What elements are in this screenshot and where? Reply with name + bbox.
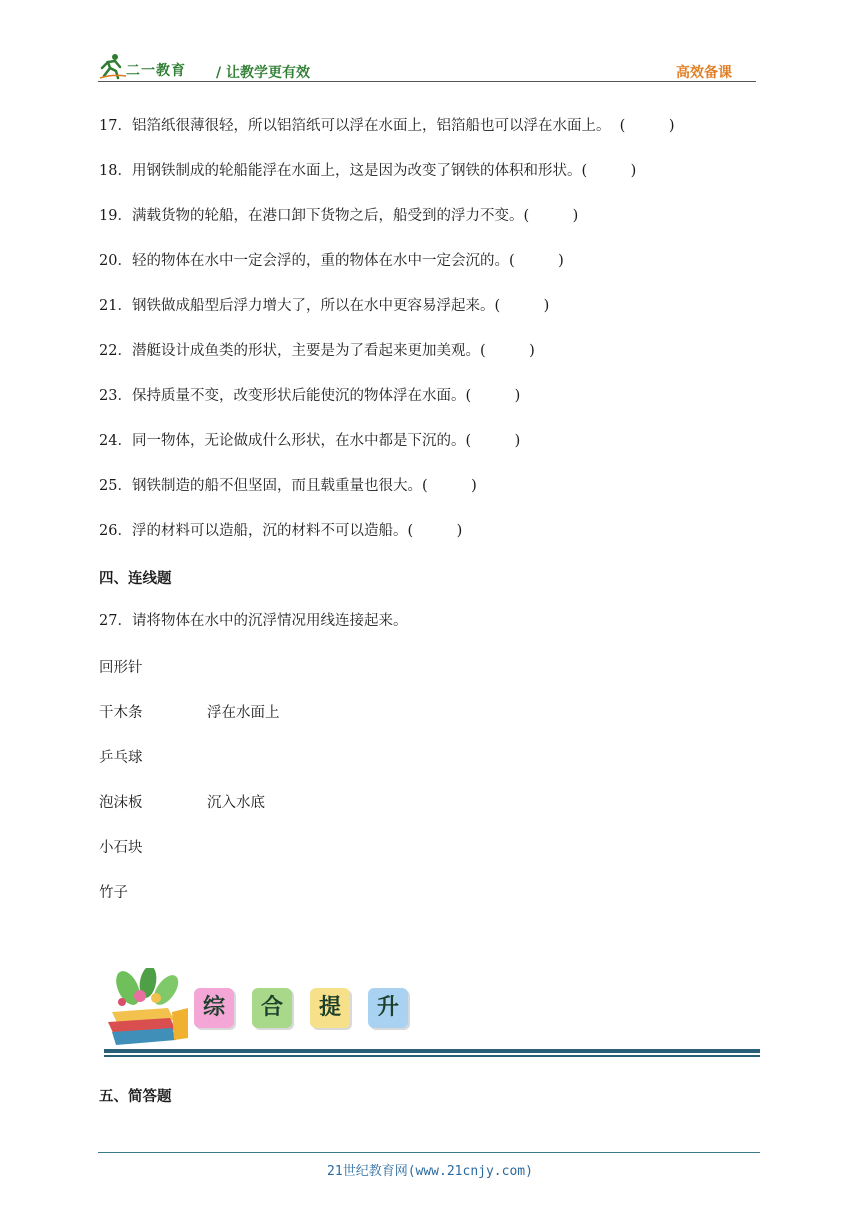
answer-blank[interactable]: ( ) — [581, 163, 637, 179]
match-left-item[interactable]: 小石块 — [99, 840, 143, 856]
question-21: 21．钢铁做成船型后浮力增大了，所以在水中更容易浮起来。( ) — [99, 298, 550, 314]
match-right-item[interactable]: 沉入水底 — [207, 795, 265, 811]
answer-blank[interactable]: ( ) — [407, 523, 463, 539]
tile-zong: 综 — [194, 988, 234, 1028]
question-18: 18．用钢铁制成的轮船能浮在水面上，这是因为改变了钢铁的体积和形状。( ) — [99, 163, 637, 179]
answer-blank[interactable]: ( ) — [421, 478, 477, 494]
question-25: 25．钢铁制造的船不但坚固，而且载重量也很大。( ) — [99, 478, 477, 494]
question-27: 27．请将物体在水中的沉浮情况用线连接起来。 — [99, 613, 408, 629]
question-19: 19．满载货物的轮船，在港口卸下货物之后，船受到的浮力不变。( ) — [99, 208, 579, 224]
logo-text: 二一教育 — [126, 63, 186, 79]
answer-blank[interactable]: ( ) — [479, 343, 535, 359]
answer-blank[interactable]: ( ) — [465, 388, 521, 404]
banner-rule — [104, 1049, 760, 1053]
answer-blank[interactable]: ( ) — [619, 118, 675, 134]
logo — [98, 52, 218, 82]
banner-rule-thin — [104, 1055, 760, 1057]
match-left-item[interactable]: 回形针 — [99, 660, 143, 676]
section-4-title: 四、连线题 — [99, 571, 172, 587]
match-right-item[interactable]: 浮在水面上 — [207, 705, 280, 721]
tile-he: 合 — [252, 988, 292, 1028]
books-plants-icon — [98, 968, 190, 1046]
header-slogan: / 让教学更有效 — [216, 65, 310, 81]
footer-divider — [98, 1152, 760, 1153]
match-left-item[interactable]: 泡沫板 — [99, 795, 143, 811]
match-left-item[interactable]: 干木条 — [99, 705, 143, 721]
tile-sheng: 升 — [368, 988, 408, 1028]
answer-blank[interactable]: ( ) — [494, 298, 550, 314]
question-26: 26．浮的材料可以造船，沉的材料不可以造船。( ) — [99, 523, 463, 539]
question-24: 24．同一物体，无论做成什么形状，在水中都是下沉的。( ) — [99, 433, 521, 449]
match-left-item[interactable]: 竹子 — [99, 885, 128, 901]
answer-blank[interactable]: ( ) — [508, 253, 564, 269]
question-17: 17．铝箔纸很薄很轻，所以铝箔纸可以浮在水面上，铝箔船也可以浮在水面上。 ( ) — [99, 118, 675, 134]
answer-blank[interactable]: ( ) — [523, 208, 579, 224]
section-5-title: 五、简答题 — [99, 1089, 172, 1105]
runner-logo-icon — [98, 52, 128, 80]
header-divider — [98, 81, 756, 82]
match-left-item[interactable]: 乒乓球 — [99, 750, 143, 766]
section-banner — [98, 966, 762, 1058]
page-header — [98, 52, 758, 82]
question-23: 23．保持质量不变，改变形状后能使沉的物体浮在水面。( ) — [99, 388, 521, 404]
footer-text[interactable]: 21世纪教育网(www.21cnjy.com) — [327, 1164, 533, 1179]
header-tag: 高效备课 — [676, 65, 732, 81]
tile-ti: 提 — [310, 988, 350, 1028]
question-20: 20．轻的物体在水中一定会浮的，重的物体在水中一定会沉的。( ) — [99, 253, 564, 269]
answer-blank[interactable]: ( ) — [465, 433, 521, 449]
question-22: 22．潜艇设计成鱼类的形状，主要是为了看起来更加美观。( ) — [99, 343, 535, 359]
